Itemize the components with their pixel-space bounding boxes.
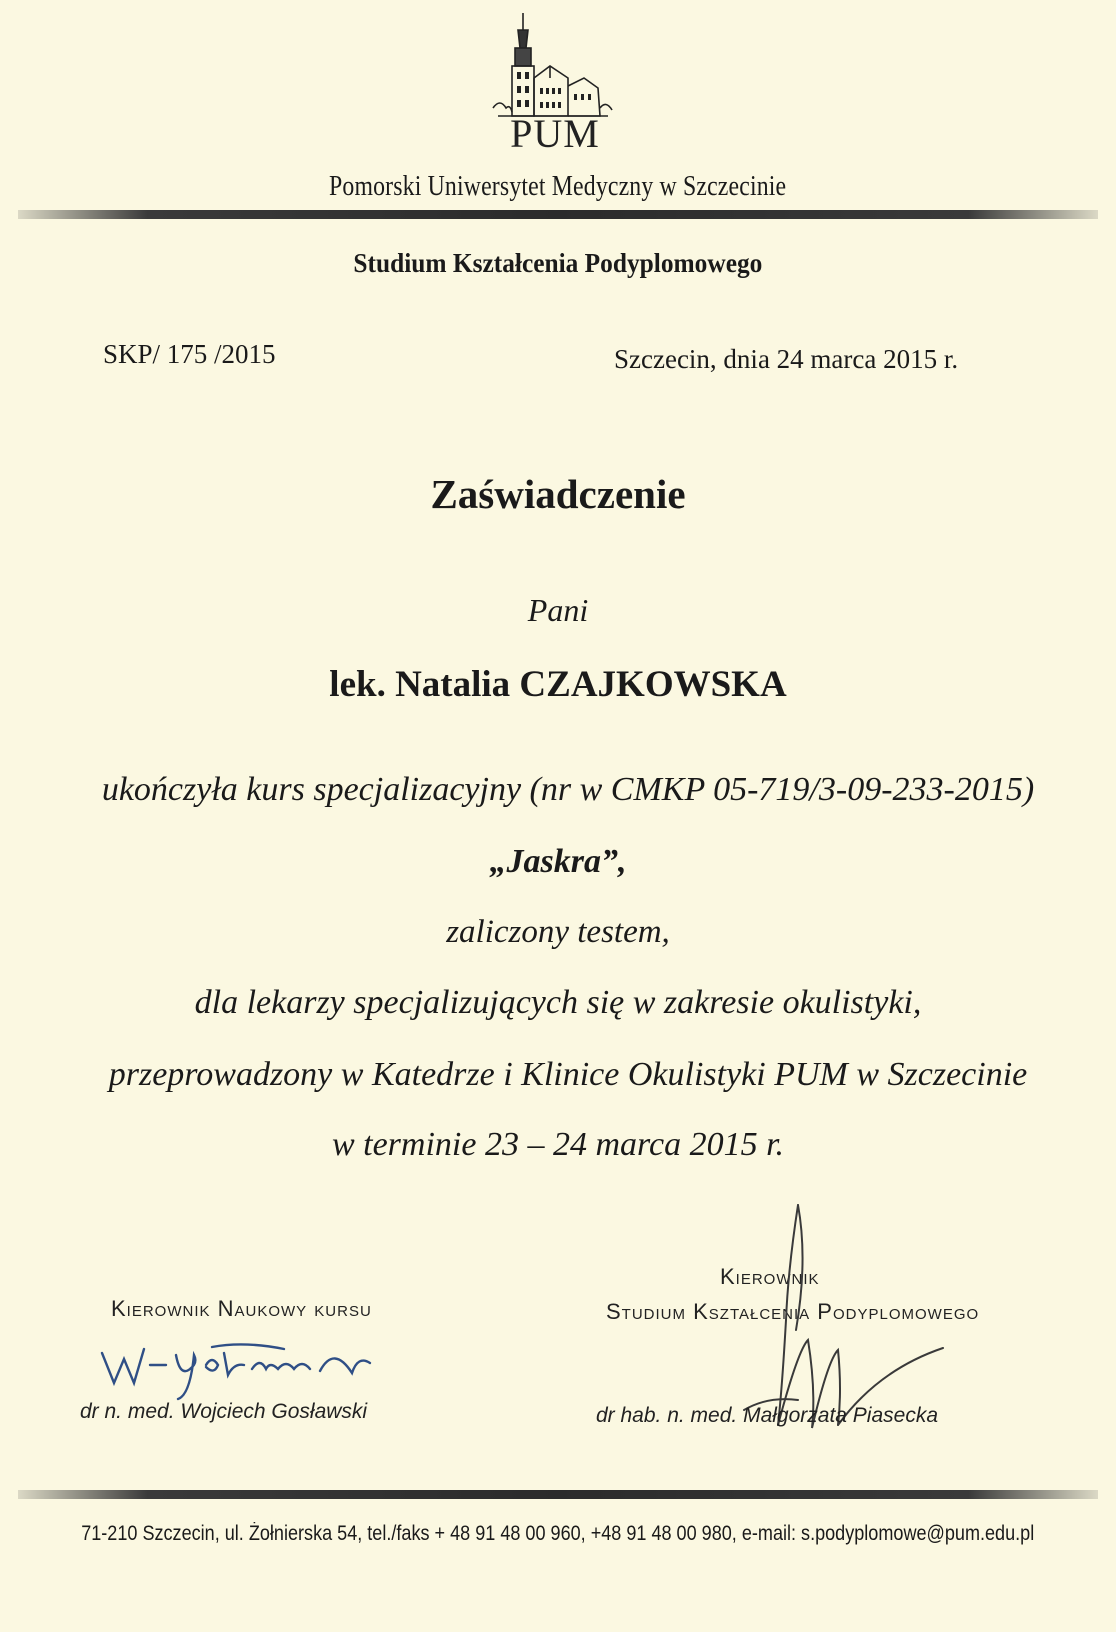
footer-divider: [18, 1490, 1098, 1499]
audience-line: dla lekarzy specjalizujących się w zakresie okulistyki,: [194, 984, 922, 1021]
course-name: „Jaskra”,: [489, 843, 627, 880]
right-signatory-name: dr hab. n. med. Małgorzata Piasecka: [596, 1404, 939, 1427]
header-divider: [18, 210, 1098, 219]
document-title: Zaświadczenie: [430, 471, 686, 517]
test-passed-line: zaliczony testem,: [446, 914, 670, 950]
university-logo-text: PUM: [510, 111, 600, 156]
right-signatory-role-line2: Studium Kształcenia Podyplomowego: [606, 1299, 980, 1324]
left-handwritten-signature: [94, 1325, 394, 1405]
university-name: Pomorski Uniwersytet Medyczny w Szczecinie: [329, 170, 787, 202]
place-date: Szczecin, dnia 24 marca 2015 r.: [614, 344, 959, 374]
left-signatory-name: dr n. med. Wojciech Gosławski: [80, 1400, 368, 1423]
unit-name: Studium Kształcenia Podyplomowego: [353, 248, 763, 278]
recipient-name: lek. Natalia CZAJKOWSKA: [329, 664, 787, 705]
organizer-line: przeprowadzony w Katedrze i Klinice Okulistyki PUM w Szczecinie: [108, 1056, 1028, 1093]
reference-number: SKP/ 175 /2015: [103, 339, 276, 369]
course-completion-line: ukończyła kurs specjalizacyjny (nr w CMKP 05-719/3-09-233-2015): [101, 771, 1035, 808]
right-signatory-role-line1: Kierownik: [720, 1264, 820, 1289]
footer-address: 71-210 Szczecin, ul. Żołnierska 54, tel./faks + 48 91 48 00 960, +48 91 48 00 980, e-mail: s.podyplomowe@pum.edu.pl: [81, 1522, 1035, 1545]
left-signatory-role: Kierownik Naukowy kursu: [111, 1296, 372, 1321]
course-dates-line: w terminie 23 – 24 marca 2015 r.: [331, 1126, 785, 1163]
salutation: Pani: [527, 592, 589, 628]
